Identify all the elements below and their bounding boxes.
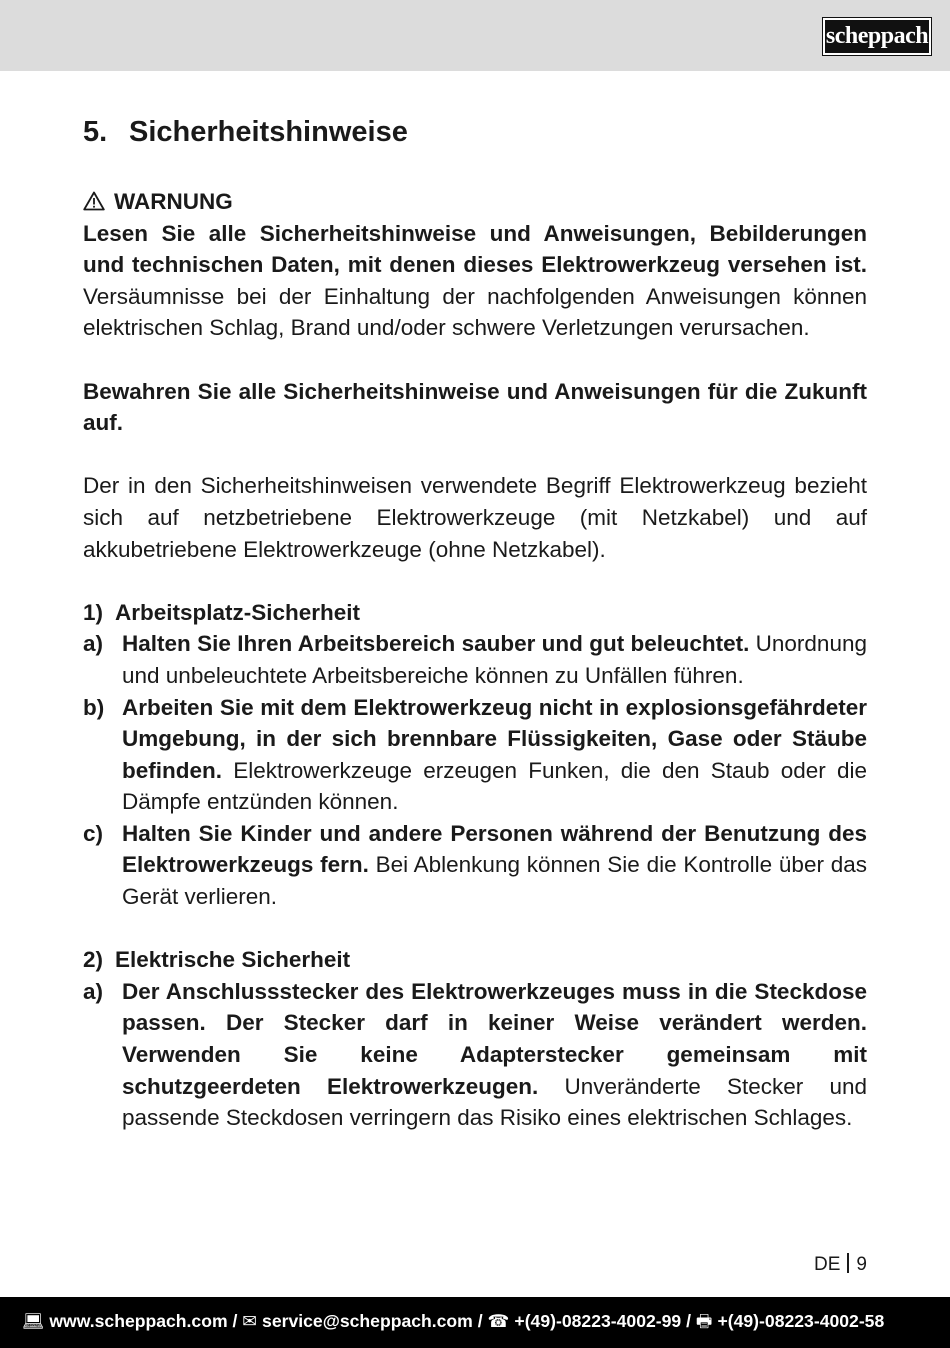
list-item-bold: Halten Sie Ihren Arbeitsbereich sauber und gut beleuchtet. bbox=[122, 631, 750, 657]
subsection-title: Arbeitsplatz-Sicherheit bbox=[115, 599, 361, 625]
subsection-number: 2) bbox=[83, 947, 104, 973]
list-item bbox=[83, 628, 867, 691]
footer-bar bbox=[0, 1297, 950, 1348]
page-number-value: 9 bbox=[856, 1254, 867, 1275]
header-bar bbox=[0, 0, 950, 71]
list-item-text: Unordnung und unbeleuchtete Arbeitsbereiche können zu Unfällen führen. bbox=[122, 631, 867, 688]
footer-email[interactable]: service@scheppach.com bbox=[262, 1311, 473, 1331]
list-item-letter: b) bbox=[83, 694, 105, 720]
keep-notice: Bewahren Sie alle Sicherheitshinweise und Anweisungen für die Zukunft auf. bbox=[83, 378, 867, 436]
list-item-letter: a) bbox=[83, 978, 104, 1004]
section-number: 5. bbox=[83, 116, 108, 148]
list-item-bold: Arbeiten Sie mit dem Elektrowerkzeug nicht in explosionsgefährdeter Umgebung, in der sich brennbare Flüssigkeiten, Gase oder Stäube befinden. bbox=[122, 694, 867, 783]
subsection-heading bbox=[83, 944, 867, 976]
warning-heading bbox=[83, 186, 867, 218]
warning-paragraph bbox=[83, 218, 867, 344]
list-item-letter: a) bbox=[83, 631, 104, 657]
warning-label: WARNUNG bbox=[114, 189, 233, 214]
list-item-bold: Halten Sie Kinder und andere Personen während der Benutzung des Elektrowerkzeugs fern. bbox=[122, 820, 867, 878]
page-number bbox=[814, 1253, 867, 1277]
subsection-heading bbox=[83, 597, 867, 629]
term-definition: Der in den Sicherheitshinweisen verwendete Begriff Elektrowerkzeug bezieht sich auf netzbetriebene Elektrowerkzeuge (mit Netzkabel) und auf akkubetriebene Elektrowerkzeuge (ohne Netzkabel). bbox=[83, 473, 867, 562]
section-heading bbox=[83, 112, 867, 186]
subsection-title: Elektrische Sicherheit bbox=[115, 947, 351, 973]
list-item-text: Bei Ablenkung können Sie die Kontrolle über das Gerät verlieren. bbox=[122, 852, 867, 910]
list-item bbox=[83, 976, 867, 1134]
computer-icon: 💻︎ bbox=[22, 1311, 45, 1331]
brand-logo: scheppach bbox=[823, 18, 931, 55]
footer-separator: / bbox=[681, 1311, 696, 1331]
footer-fax: +(49)-08223-4002-58 bbox=[717, 1311, 885, 1331]
list-item-letter: c) bbox=[83, 820, 104, 846]
subsection-number: 1) bbox=[83, 599, 104, 625]
list-item-bold: Der Anschlussstecker des Elektrowerkzeuges muss in die Steckdose passen. Der Stecker darf in keiner Weise verändert werden. Verwenden Sie keine Adapterstecker gemeinsam mit schutzgeerdeten Elektrowerkzeugen. bbox=[122, 978, 867, 1099]
page-separator bbox=[847, 1253, 849, 1273]
warning-icon bbox=[83, 191, 105, 211]
warning-text: Versäumnisse bei der Einhaltung der nachfolgenden Anweisungen können elektrischen Schlag, Brand und/oder schwere Verletzungen verursachen. bbox=[83, 283, 867, 341]
warning-bold-text: Lesen Sie alle Sicherheitshinweise und Anweisungen, Bebilderungen und technischen Daten, mit denen dieses Elektrowerkzeug versehen ist. bbox=[83, 220, 867, 278]
footer-separator: / bbox=[227, 1311, 243, 1331]
page-content bbox=[83, 112, 867, 1134]
list-item bbox=[83, 818, 867, 913]
footer-separator: / bbox=[472, 1311, 488, 1331]
section-title: Sicherheitshinweise bbox=[129, 116, 408, 148]
list-item-text: Unveränderte Stecker und passende Steckdosen verringern das Risiko eines elektrischen Schlages. bbox=[122, 1073, 867, 1131]
telephone-icon: ☎︎ bbox=[487, 1311, 510, 1331]
footer-phone: +(49)-08223-4002-99 bbox=[514, 1311, 682, 1331]
envelope-icon: ✉︎ bbox=[242, 1311, 258, 1331]
footer-website[interactable]: www.scheppach.com bbox=[49, 1311, 228, 1331]
page-language: DE bbox=[814, 1254, 841, 1275]
list-item-text: Elektrowerkzeuge erzeugen Funken, die den Staub oder die Dämpfe entzünden können. bbox=[122, 757, 867, 815]
fax-icon: 🖶︎ bbox=[695, 1311, 713, 1331]
list-item bbox=[83, 692, 867, 818]
